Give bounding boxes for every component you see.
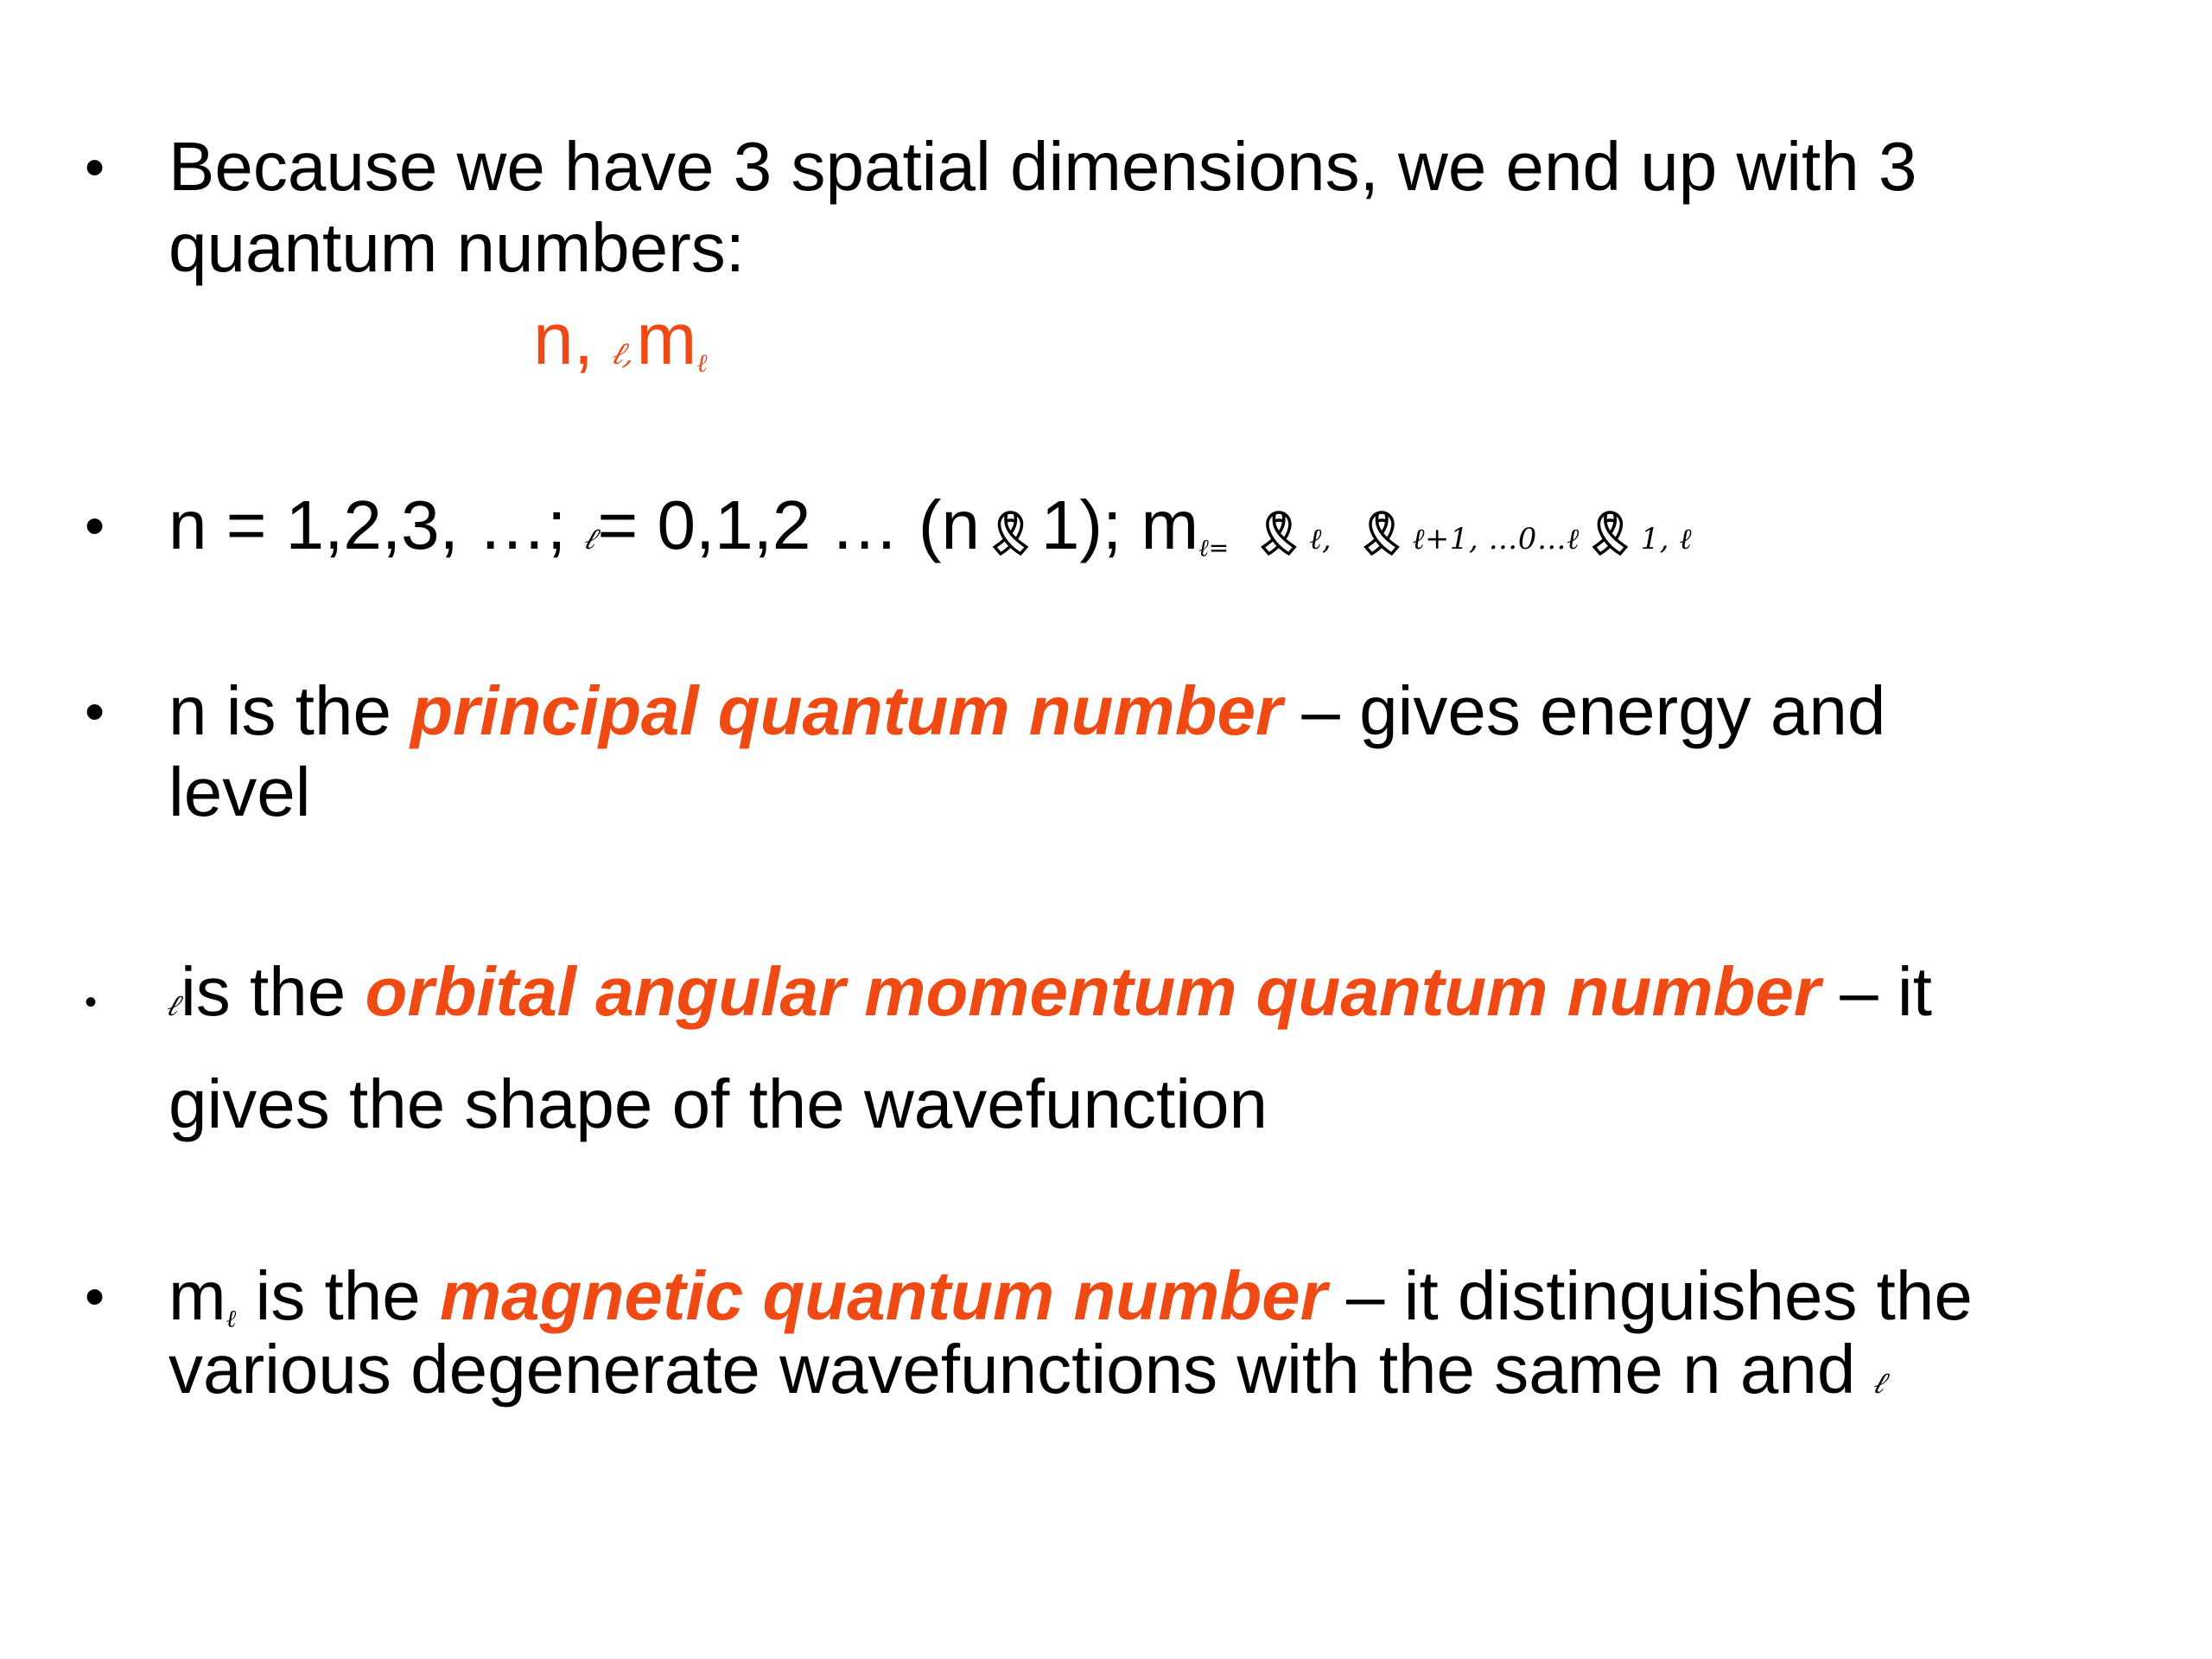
quantum-number-n: n, bbox=[533, 298, 594, 379]
ribbon-icon: 🎗 bbox=[1354, 508, 1409, 559]
ell-symbol: ℓ bbox=[1868, 1366, 1893, 1400]
bullet-5-marker: • bbox=[85, 1264, 105, 1328]
ell-values: = 0,1,2 … (n bbox=[597, 486, 980, 563]
ribbon-icon: 🎗 bbox=[982, 508, 1038, 559]
ml-seq-c: 1, ℓ bbox=[1640, 522, 1693, 556]
m-subscript: ℓ bbox=[226, 1304, 237, 1333]
bullet-4-line-2: gives the shape of the wavefunction bbox=[168, 1065, 1268, 1142]
bullet-5-suffix: – it distinguishes the bbox=[1326, 1257, 1973, 1334]
ml-label: 1); m bbox=[1040, 486, 1199, 563]
bullet-5-prefix: is the bbox=[255, 1257, 421, 1334]
bullet-5-line-1 bbox=[168, 1257, 1973, 1334]
bullet-5-line-2-text: various degenerate wavefunctions with the same n and bbox=[168, 1331, 1856, 1408]
orbital-angular-momentum-term: orbital angular momentum quantum number bbox=[365, 953, 1821, 1030]
bullet-3-prefix: n is the bbox=[168, 672, 391, 749]
bullet-3-line-1 bbox=[168, 672, 1886, 749]
bullet-4-suffix: – it bbox=[1820, 953, 1932, 1030]
quantum-number-ell: ℓ, bbox=[607, 336, 643, 372]
bullet-1-line-2: quantum numbers: bbox=[168, 209, 746, 286]
bullet-3-line-2: level bbox=[168, 753, 311, 830]
quantum-numbers-list bbox=[533, 298, 708, 379]
ribbon-icon: 🎗 bbox=[1251, 508, 1306, 559]
bullet-4-marker: • bbox=[85, 983, 98, 1021]
quantum-number-m: m bbox=[636, 298, 697, 379]
bullet-4-line-1 bbox=[162, 953, 1932, 1030]
bullet-4-prefix: is the bbox=[181, 953, 346, 1030]
principal-quantum-number-term: principal quantum number bbox=[410, 672, 1283, 749]
ml-seq-b: ℓ+1, …0…ℓ bbox=[1412, 522, 1580, 556]
ell-symbol: ℓ bbox=[579, 522, 604, 556]
bullet-2-marker: • bbox=[85, 493, 105, 557]
ml-subscript: ℓ= bbox=[1198, 533, 1230, 563]
ell-symbol: ℓ bbox=[162, 988, 188, 1022]
bullet-5-line-2 bbox=[168, 1331, 1893, 1408]
ml-seq-a: ℓ, bbox=[1309, 522, 1332, 556]
n-values: n = 1,2,3, …; bbox=[168, 486, 567, 563]
bullet-1-line-1: Because we have 3 spatial dimensions, we end up with 3 bbox=[168, 128, 1917, 205]
m-symbol: m bbox=[168, 1257, 226, 1334]
magnetic-quantum-number-term: magnetic quantum number bbox=[440, 1257, 1327, 1334]
bullet-1-marker: • bbox=[85, 135, 105, 199]
bullet-2-line bbox=[168, 486, 1693, 563]
bullet-3-marker: • bbox=[85, 679, 105, 743]
quantum-number-m-subscript: ℓ bbox=[696, 347, 708, 378]
bullet-3-suffix: – gives energy and bbox=[1282, 672, 1886, 749]
ribbon-icon: 🎗 bbox=[1582, 508, 1637, 559]
